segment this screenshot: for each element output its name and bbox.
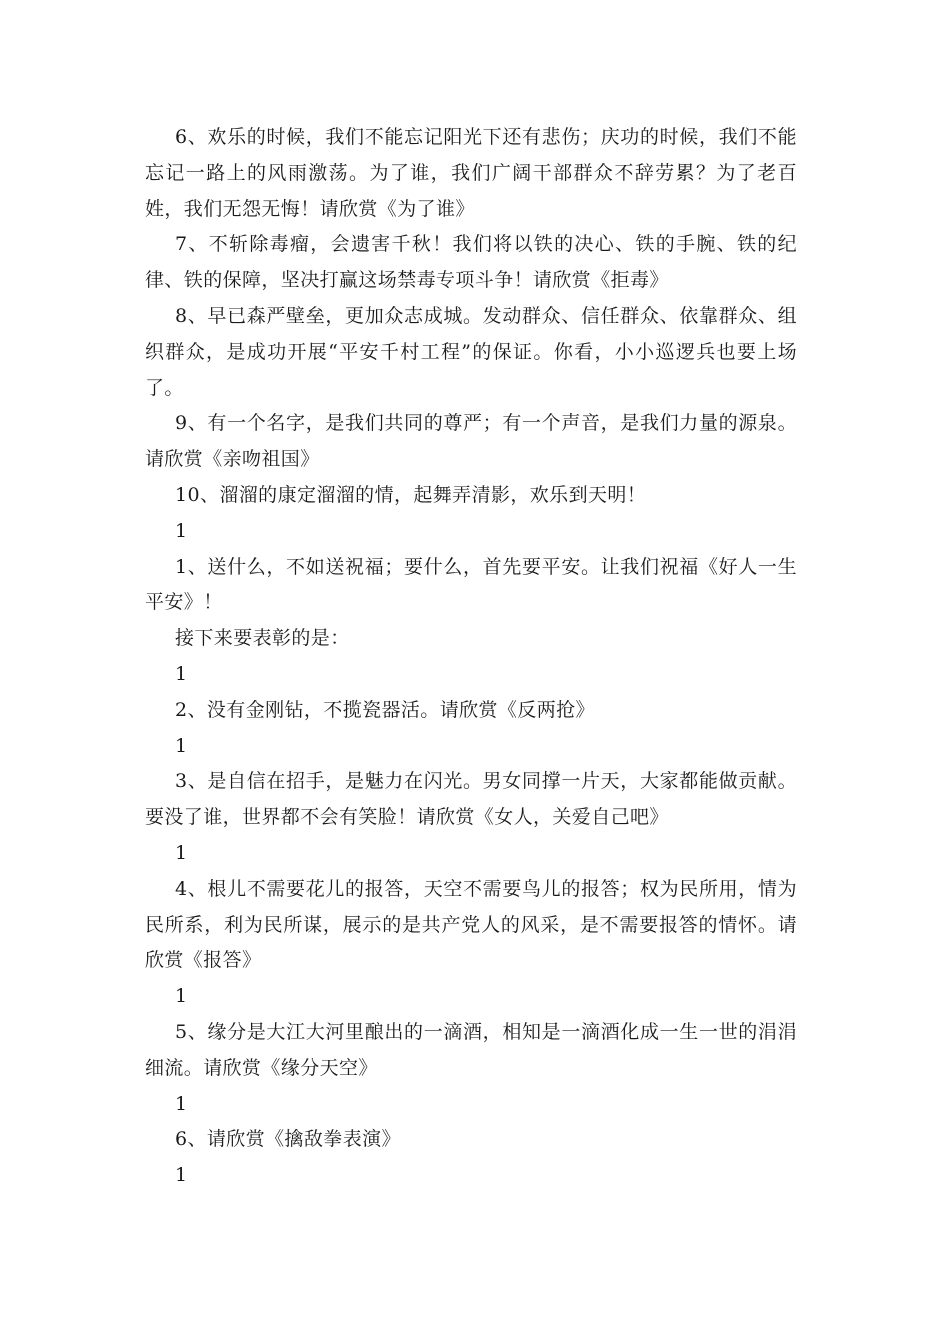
- paragraph: 1: [175, 985, 188, 1008]
- document-body: [145, 120, 797, 1194]
- paragraph: 1: [175, 519, 188, 542]
- paragraph: 1: [175, 662, 188, 685]
- paragraph: 接下来要表彰的是：: [175, 627, 350, 650]
- paragraph: 6、欢乐的时候，我们不能忘记阳光下还有悲伤；庆功的时候，我们不能忘记一路上的风雨激荡。为了谁，我们广阔干部群众不辞劳累？为了老百姓，我们无怨无悔！请欣赏《为了谁》: [145, 126, 797, 220]
- paragraph: 5、缘分是大江大河里酿出的一滴酒，相知是一滴酒化成一生一世的涓涓细流。请欣赏《缘分天空》: [145, 1020, 797, 1079]
- paragraph: 1: [175, 1164, 188, 1187]
- paragraph: 6、请欣赏《擒敌拳表演》: [175, 1128, 401, 1151]
- paragraph: 1: [175, 841, 188, 864]
- paragraph: 8、早已森严壁垒，更加众志成城。发动群众、信任群众、依靠群众、组织群众，是成功开展“平安千村工程”的保证。你看，小小巡逻兵也要上场了。: [145, 304, 797, 399]
- paragraph: 7、不斩除毒瘤，会遗害千秋！我们将以铁的决心、铁的手腕、铁的纪律、铁的保障，坚决打赢这场禁毒专项斗争！请欣赏《拒毒》: [145, 233, 797, 292]
- paragraph: 1: [175, 1092, 188, 1115]
- paragraph: 4、根儿不需要花儿的报答，天空不需要鸟儿的报答；权为民所用，情为民所系，利为民所谋，展示的是共产党人的风采，是不需要报答的情怀。请欣赏《报答》: [145, 877, 797, 972]
- paragraph: 3、是自信在招手，是魅力在闪光。男女同撑一片天，大家都能做贡献。要没了谁，世界都不会有笑脸！请欣赏《女人，关爱自己吧》: [145, 770, 797, 829]
- paragraph: 10、溜溜的康定溜溜的情，起舞弄清影，欢乐到天明！: [175, 483, 647, 506]
- paragraph: 2、没有金刚钻，不揽瓷器活。请欣赏《反两抢》: [175, 698, 595, 721]
- paragraph: 1: [175, 734, 188, 757]
- paragraph: 1、送什么，不如送祝福；要什么，首先要平安。让我们祝福《好人一生平安》！: [145, 555, 797, 614]
- paragraph: 9、有一个名字，是我们共同的尊严；有一个声音，是我们力量的源泉。请欣赏《亲吻祖国》: [145, 412, 797, 471]
